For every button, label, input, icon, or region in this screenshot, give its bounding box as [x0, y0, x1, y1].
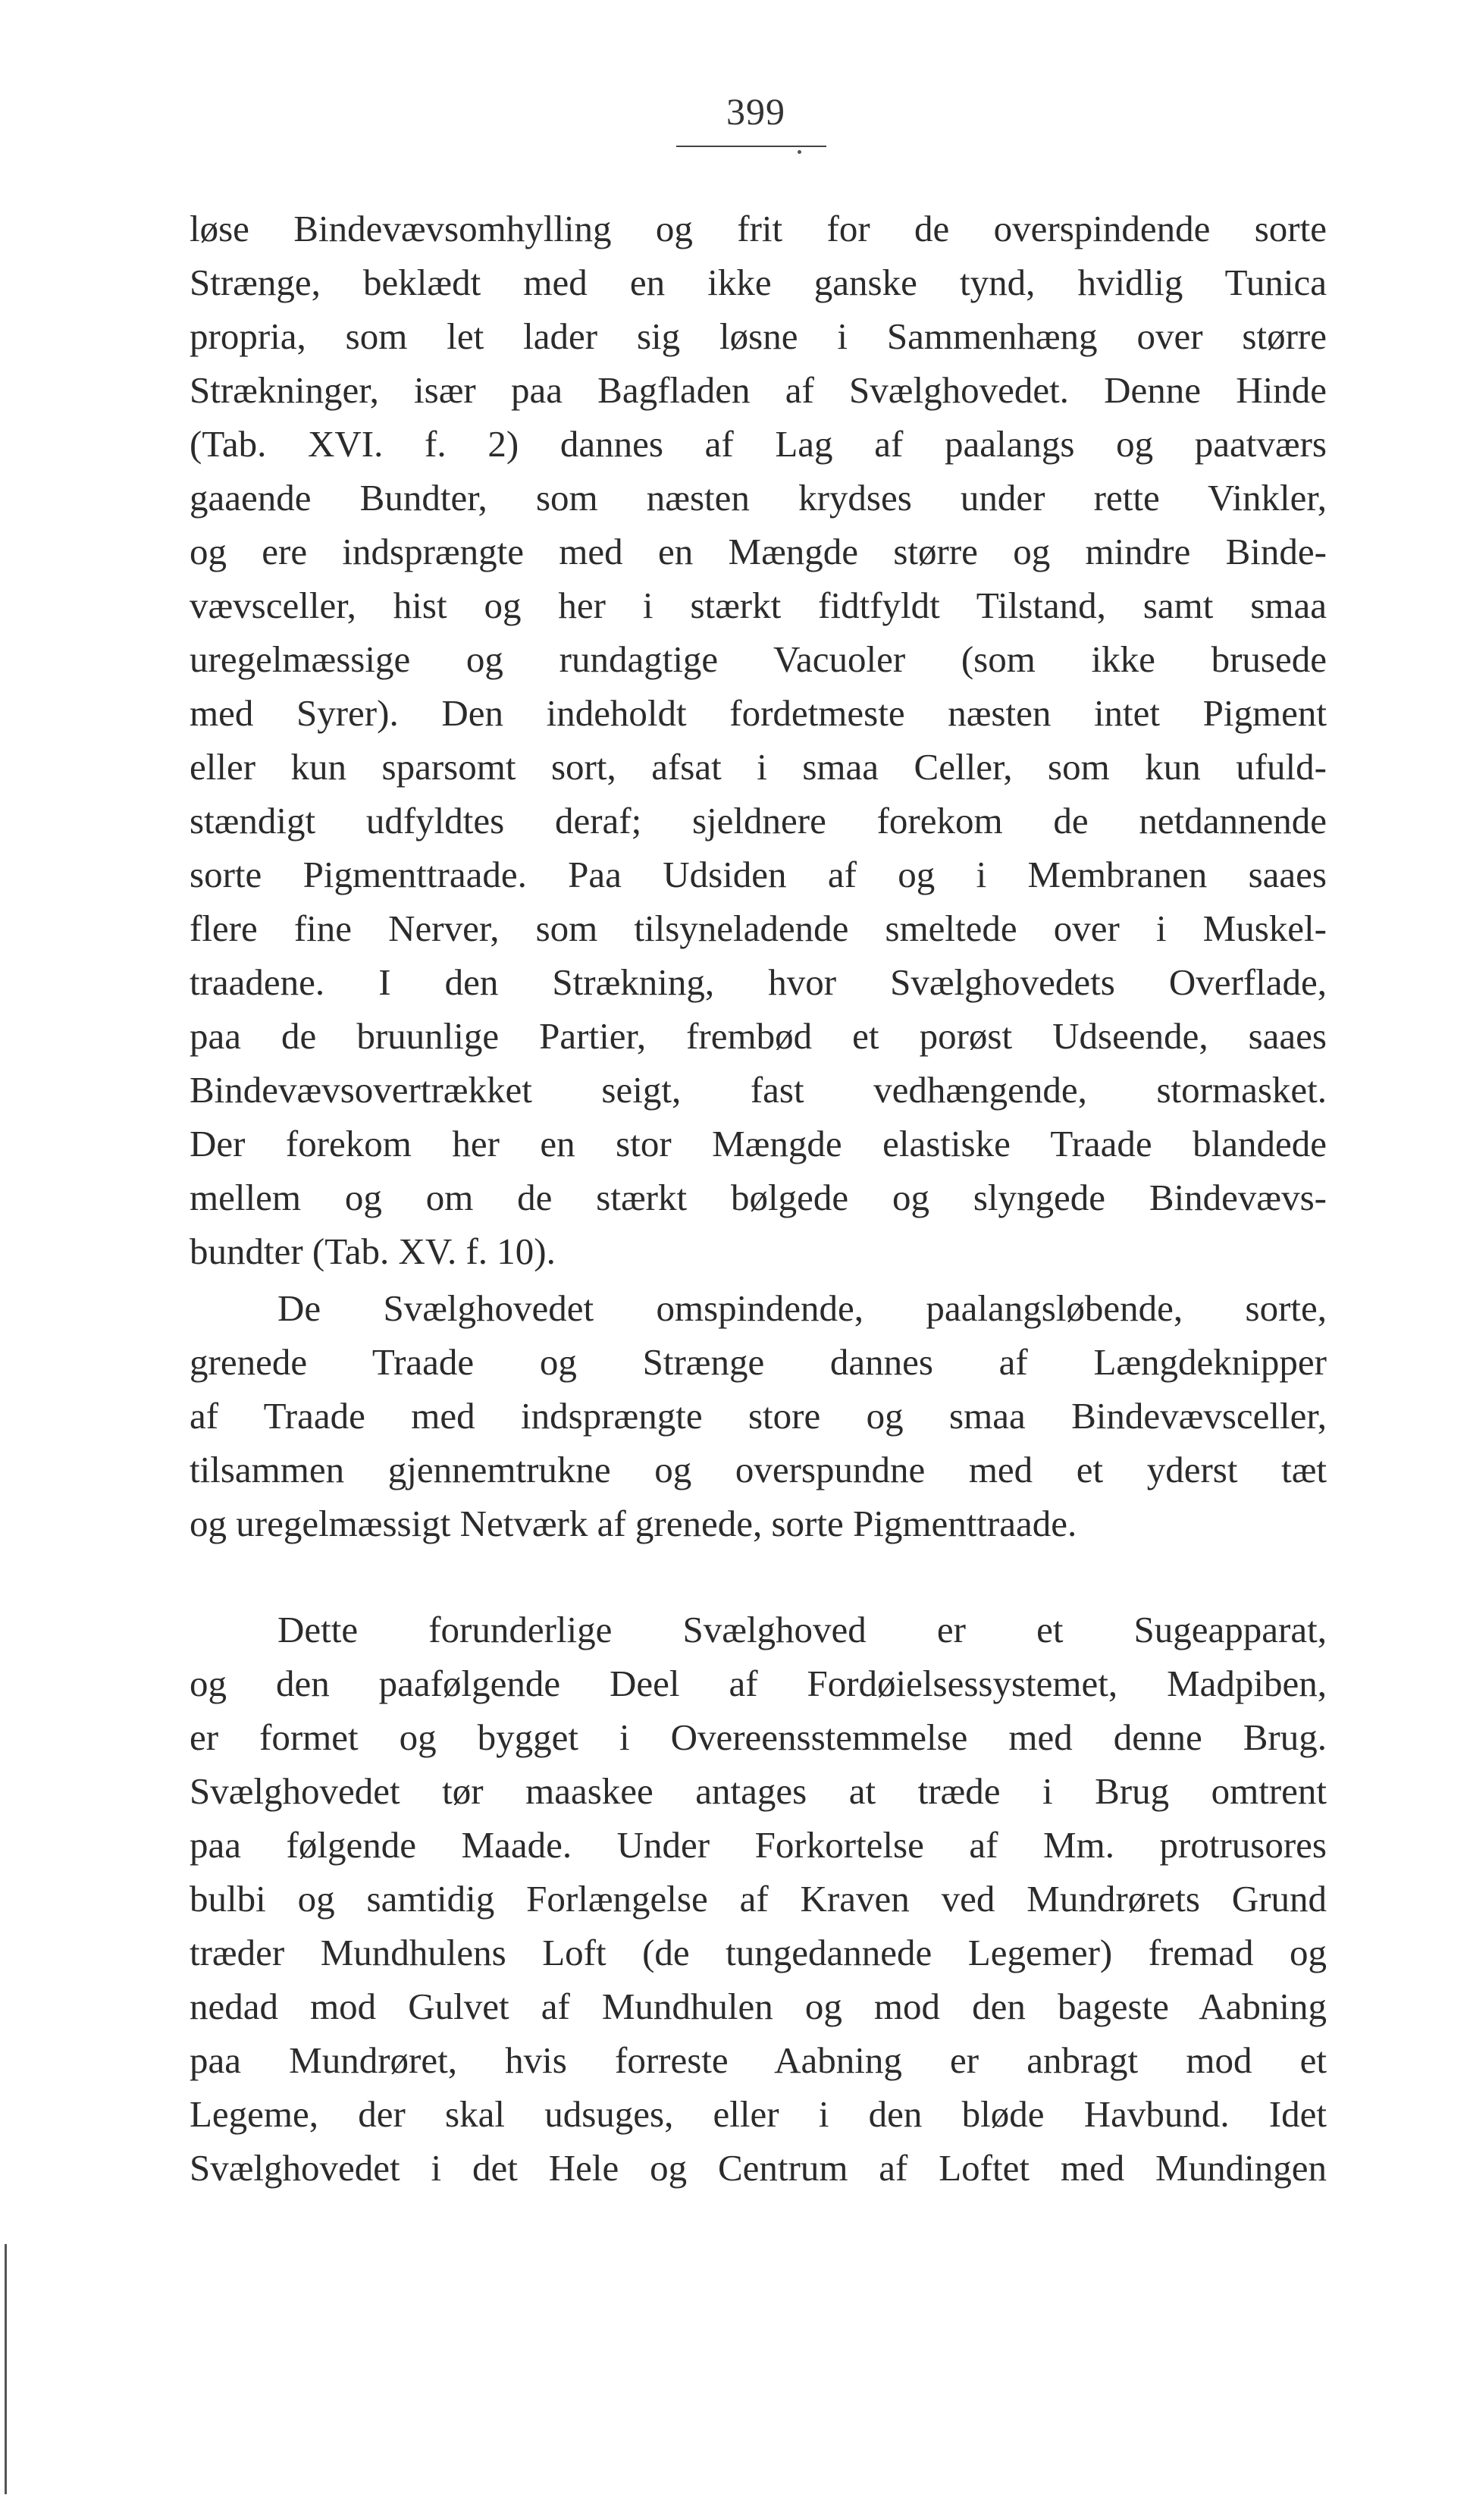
page-number-dot	[798, 150, 801, 154]
text-line: nedad mod Gulvet af Mundhulen og mod den bageste Aabning	[190, 1986, 1327, 2027]
text-line: træder Mundhulens Loft (de tungedannede Legemer) fremad og	[190, 1932, 1327, 1973]
text-line: traadene. I den Strækning, hvor Svælghovedets Overflade,	[190, 961, 1327, 1003]
text-line: bundter (Tab. XV. f. 10).	[190, 1230, 556, 1272]
text-line: propria, som let lader sig løsne i Sammenhæng over større	[190, 315, 1327, 357]
text-line: og ere indsprængte med en Mængde større og mindre Binde-	[190, 531, 1327, 572]
text-line: grenede Traade og Strænge dannes af Længdeknipper	[190, 1341, 1327, 1383]
text-line: paa Mundrøret, hvis forreste Aabning er anbragt mod et	[190, 2039, 1327, 2081]
text-line: Svælghovedet i det Hele og Centrum af Loftet med Mundingen	[190, 2147, 1327, 2189]
text-line: bulbi og samtidig Forlængelse af Kraven ved Mundrørets Grund	[190, 1878, 1327, 1920]
text-line: af Traade med indsprængte store og smaa Bindevævsceller,	[190, 1395, 1327, 1437]
text-line: paa følgende Maade. Under Forkortelse af Mm. protrusores	[190, 1824, 1327, 1866]
text-line: De Svælghovedet omspindende, paalangsløbende, sorte,	[277, 1287, 1327, 1329]
text-line: uregelmæssige og rundagtige Vacuoler (som ikke brusede	[190, 638, 1327, 680]
text-line: Strækninger, især paa Bagfladen af Svælghovedet. Denne Hinde	[190, 369, 1327, 411]
text-line: paa de bruunlige Partier, frembød et porøst Udseende, saaes	[190, 1015, 1327, 1057]
text-line: og den paafølgende Deel af Fordøielsessystemet, Madpiben,	[190, 1663, 1327, 1704]
text-line: eller kun sparsomt sort, afsat i smaa Celler, som kun ufuld-	[190, 746, 1327, 788]
text-line: mellem og om de stærkt bølgede og slyngede Bindevævs-	[190, 1177, 1327, 1218]
text-line: (Tab. XVI. f. 2) dannes af Lag af paalangs og paatværs	[190, 423, 1327, 465]
text-line: Strænge, beklædt med en ikke ganske tynd, hvidlig Tunica	[190, 262, 1327, 303]
paragraph-1	[190, 202, 1327, 1278]
text-line: Legeme, der skal udsuges, eller i den bløde Havbund. Idet	[190, 2093, 1327, 2135]
text-line: tilsammen gjennemtrukne og overspundne med et yderst tæt	[190, 1449, 1327, 1490]
page-number: 399	[726, 90, 785, 133]
paragraph-3	[190, 1603, 1327, 2195]
text-line: flere fine Nerver, som tilsyneladende smeltede over i Muskel-	[190, 907, 1327, 949]
text-line: vævsceller, hist og her i stærkt fidtfyldt Tilstand, samt smaa	[190, 585, 1327, 626]
text-line: Dette forunderlige Svælghoved er et Sugeapparat,	[277, 1609, 1327, 1650]
text-line: løse Bindevævsomhylling og frit for de overspindende sorte	[190, 208, 1327, 249]
text-line: sorte Pigmenttraade. Paa Udsiden af og i Membranen saaes	[190, 854, 1327, 895]
text-line: Bindevævsovertrækket seigt, fast vedhængende, stormasket.	[190, 1069, 1327, 1111]
text-line: er formet og bygget i Overeensstemmelse med denne Brug.	[190, 1716, 1327, 1758]
text-line: Svælghovedet tør maaskee antages at træde i Brug omtrent	[190, 1770, 1327, 1812]
paragraph-2	[190, 1281, 1327, 1550]
text-line: stændigt udfyldtes deraf; sjeldnere forekom de netdannende	[190, 800, 1327, 842]
page-number-rule	[676, 146, 826, 147]
text-line: gaaende Bundter, som næsten krydses under rette Vinkler,	[190, 477, 1327, 519]
page-edge-mark	[5, 2244, 7, 2494]
text-line: Der forekom her en stor Mængde elastiske Traade blandede	[190, 1123, 1327, 1164]
text-line: med Syrer). Den indeholdt fordetmeste næsten intet Pigment	[190, 692, 1327, 734]
text-line: og uregelmæssigt Netværk af grenede, sorte Pigmenttraade.	[190, 1503, 1077, 1544]
